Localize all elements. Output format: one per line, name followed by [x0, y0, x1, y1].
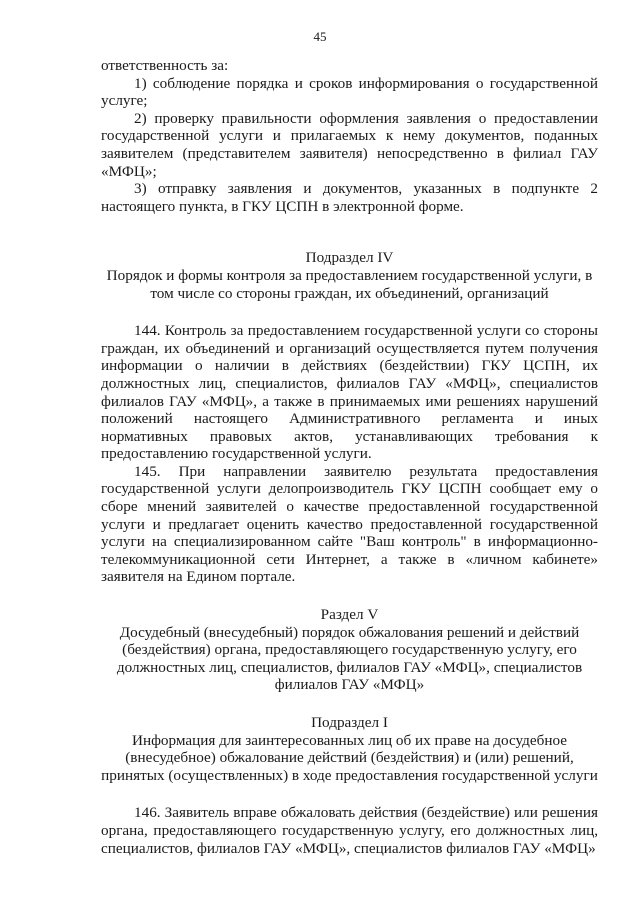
- subsection-i-title: Информация для заинтересованных лиц об их праве на досудебное (внесудебное) обжалование действий (бездействия) и (или) решений, принятых (осуществленных) в ходе предоставления государственной услуги: [101, 731, 598, 784]
- intro-item-3: 3) отправку заявления и документов, указанных в подпункте 2 настоящего пункта, в ГКУ ЦСПН в электронной форме.: [101, 180, 598, 215]
- page-content: [101, 57, 598, 857]
- subsection-iv-label: Подраздел IV: [305, 249, 394, 267]
- paragraph-144: 144. Контроль за предоставлением государственной услуги со стороны граждан, их объединений и организаций осуществляется путем получения информации о наличии в действиях (бездействии) ГКУ ЦСПН, их должностных лиц, специалистов, филиалов ГАУ «МФЦ», специалистов филиалов ГАУ «МФЦ», а также в принимаемых ими решениях нарушений положений настоящего Административного регламента и иных нормативных правовых актов, устанавливающих требования к предоставлению государственной услуги.: [101, 322, 598, 463]
- section-v-label: Раздел V: [320, 606, 379, 624]
- intro-lead: ответственность за:: [101, 57, 229, 74]
- subsection-i-label: Подраздел I: [311, 714, 388, 731]
- paragraph-145: 145. При направлении заявителю результата предоставления государственной услуги делопроизводитель ГКУ ЦСПН сообщает ему о сборе мнений заявителей о качестве предоставленной государственной услуги и предлагает оценить качество предоставленной государственной услуги на специализированном сайте "Ваш контроль" в информационно-телекоммуникационной сети Интернет, а также в «личном кабинете» заявителя на Едином портале.: [101, 462, 598, 586]
- paragraph-146: 146. Заявитель вправе обжаловать действия (бездействие) или решения органа, предоставляющего государственную услугу, его должностных лиц, специалистов, филиалов ГАУ «МФЦ», специалистов филиалов ГАУ «МФЦ»: [101, 804, 598, 857]
- section-v-title: Досудебный (внесудебный) порядок обжалования решений и действий (бездействия) органа, предоставляющего государственную услугу, его должностных лиц, специалистов, филиалов ГАУ «МФЦ», специалистов филиалов ГАУ «МФЦ»: [116, 623, 583, 694]
- page-number: 45: [313, 29, 327, 44]
- intro-item-2: 2) проверку правильности оформления заявления о предоставлении государственной услуги и прилагаемых к нему документов, поданных заявителем (представителем заявителя) непосредственно в филиал ГАУ «МФЦ»;: [101, 109, 598, 180]
- subsection-iv-title: Порядок и формы контроля за предоставлением государственной услуги, в том числе со стороны граждан, их объединений, организаций: [106, 266, 593, 302]
- intro-item-1: 1) соблюдение порядка и сроков информирования о государственной услуге;: [101, 74, 598, 110]
